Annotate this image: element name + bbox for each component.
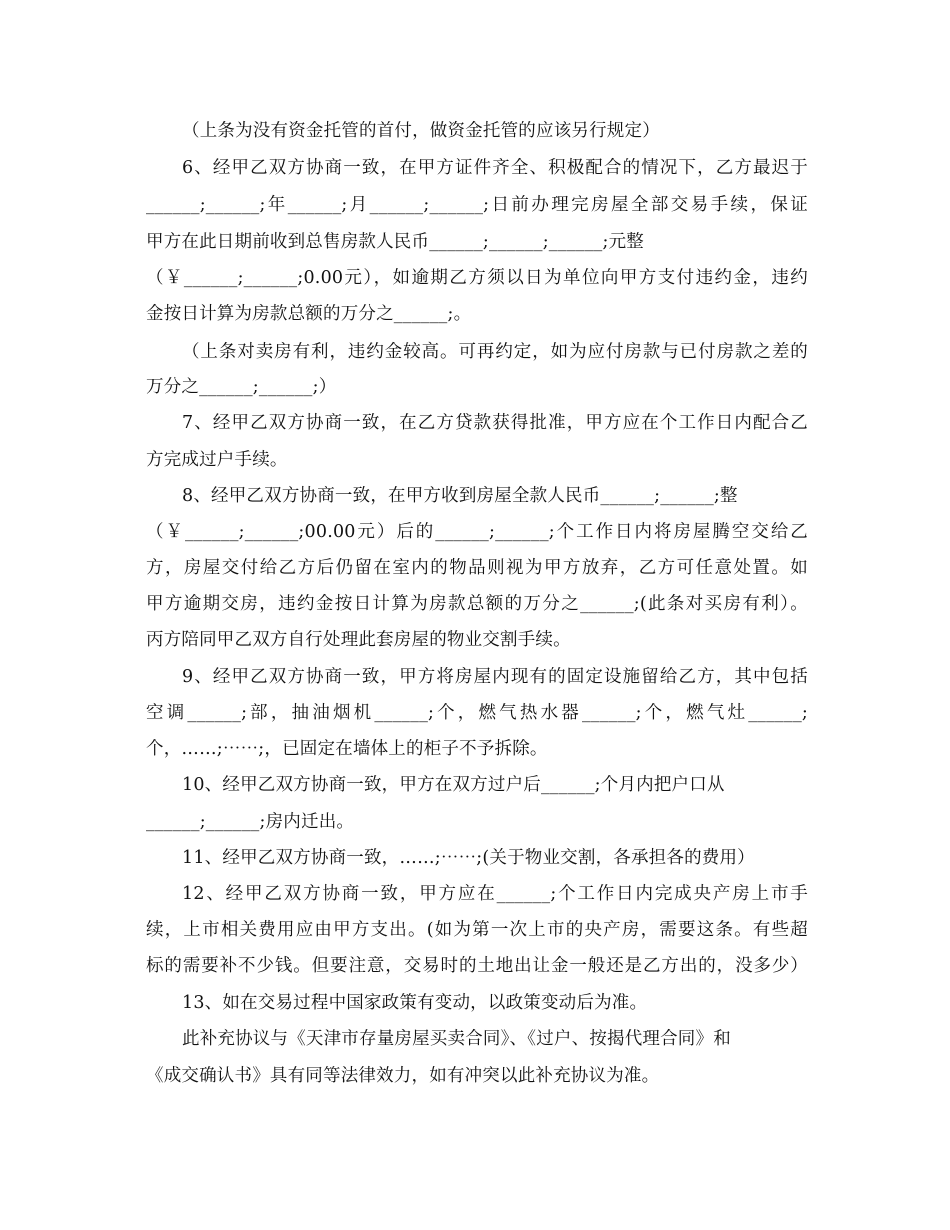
clause-8-line-2: （￥______;______;00.00元）后的______;______;个工作日内将房屋腾空交给乙 xyxy=(146,522,808,542)
paragraph-note-escrow: （上条为没有资金托管的首付，做资金托管的应该另行规定） xyxy=(182,121,660,141)
clause-12-line-2: 续，上市相关费用应由甲方支出。(如为第一次上市的央产房，需要这条。有些超 xyxy=(146,920,808,940)
clause-8-line-5: 丙方陪同甲乙双方自行处理此套房屋的物业交割手续。 xyxy=(146,630,571,650)
clause-6-line-5: 金按日计算为房款总额的万分之______;。 xyxy=(146,304,472,324)
clause-6-line-2: ______;______;年______;月______;______;日前办理完房屋全部交易手续，保证 xyxy=(146,195,808,215)
clause-10-line-2: ______;______;房内迁出。 xyxy=(146,812,355,832)
clause-8-line-3: 方，房屋交付给乙方后仍留在室内的物品则视为甲方放弃，乙方可任意处置。如 xyxy=(146,558,808,578)
note-seller-line-2: 万分之______;______;） xyxy=(146,377,337,397)
clause-6-line-3: 甲方在此日期前收到总售房款人民币______;______;______;元整 xyxy=(146,232,644,252)
clause-8-line-4: 甲方逾期交房，违约金按日计算为房款总额的万分之______;(此条对买房有利）。 xyxy=(146,594,808,614)
clause-9-line-2: 空调______;部，抽油烟机______;个，燃气热水器______;个，燃气灶______; xyxy=(146,703,808,723)
supplement-line-1: 此补充协议与《天津市存量房屋买卖合同》、《过户、按揭代理合同》和 xyxy=(182,1029,731,1049)
supplement-line-2: 《成交确认书》具有同等法律效力，如有冲突以此补充协议为准。 xyxy=(146,1066,660,1086)
clause-9-line-3: 个，……;⋯⋯;，已固定在墙体上的柜子不予拆除。 xyxy=(146,739,548,759)
clause-7-line-1: 7、经甲乙双方协商一致，在乙方贷款获得批准，甲方应在个工作日内配合乙 xyxy=(182,413,808,433)
clause-6-line-1: 6、经甲乙双方协商一致，在甲方证件齐全、积极配合的情况下，乙方最迟于 xyxy=(182,158,808,178)
note-seller-line-1: （上条对卖房有利，违约金较高。可再约定，如为应付房款与已付房款之差的 xyxy=(182,342,808,362)
clause-6-line-4: （￥______;______;0.00元），如逾期乙方须以日为单位向甲方支付违约金，违约 xyxy=(146,268,808,288)
clause-13: 13、如在交易过程中国家政策有变动，以政策变动后为准。 xyxy=(182,993,648,1013)
clause-12-line-1: 12、经甲乙双方协商一致，甲方应在______;个工作日内完成央产房上市手 xyxy=(182,884,808,904)
clause-9-line-1: 9、经甲乙双方协商一致，甲方将房屋内现有的固定设施留给乙方，其中包括 xyxy=(182,667,808,687)
clause-12-line-3: 标的需要补不少钱。但要注意，交易时的土地出让金一般还是乙方出的，没多少） xyxy=(146,956,808,976)
clause-10-line-1: 10、经甲乙双方协商一致，甲方在双方过户后______;个月内把户口从 xyxy=(182,775,725,795)
clause-7-line-2: 方完成过户手续。 xyxy=(146,450,288,470)
clause-11: 11、经甲乙双方协商一致，……;⋯⋯;(关于物业交割，各承担各的费用） xyxy=(182,848,755,868)
clause-8-line-1: 8、经甲乙双方协商一致，在甲方收到房屋全款人民币______;______;整 xyxy=(182,486,738,506)
